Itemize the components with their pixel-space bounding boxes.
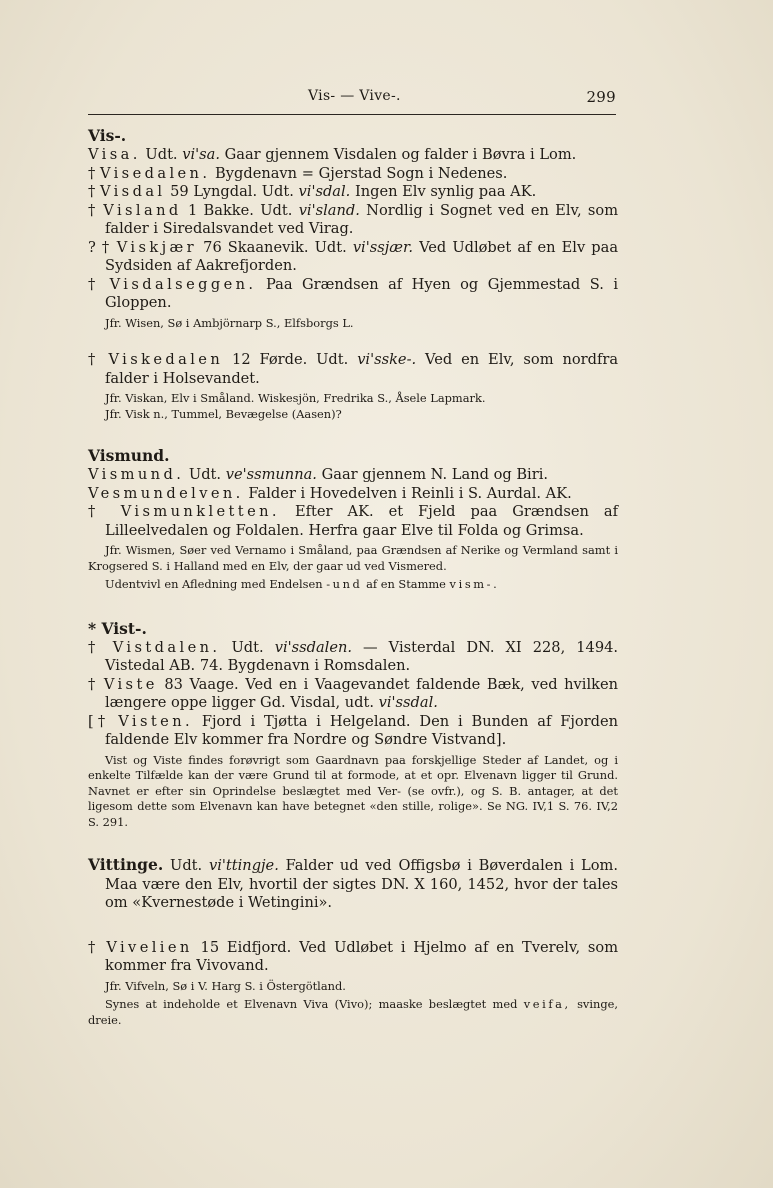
section-vittinge [88,856,618,913]
pronunciation: vi'ttingje. [208,857,279,874]
headword: Vismunkletten. [120,503,280,520]
entry-vesmundelven: Vesmundelven. Falder i Hovedelven i Reinli i S. Aurdal. AK. [88,484,572,502]
running-title: Vis- — Vive-. [308,88,401,104]
entry-vismund: Vismund. Udt. ve'ssmunna. Gaar gjennem N. Land og Biri. [88,466,549,483]
pronunciation: vi'sske-. [357,351,417,368]
note: Synes at indeholde et Elvenavn Viva (Vivo); maaske beslægtet med veifa, svinge, dreie. [88,997,618,1027]
obsolete-mark: † [88,638,102,656]
section-vivelien [88,939,618,1029]
headword: Visland [103,201,182,219]
obsolete-mark: † [88,164,96,182]
entry-viskjaer: ? † Viskjær 76 Skaanevik. Udt. vi'ssjær. Ved Udløbet af en Elv paa Sydsiden af Aakrefjorden. [88,238,619,274]
note: Jfr. Viskan, Elv i Småland. Wiskesjön, Fredrika S., Åsele Lapmark. [105,391,486,405]
obsolete-mark: † [88,201,97,219]
page-number: 299 [586,88,616,106]
pronunciation: ve'ssmunna. [225,466,317,483]
obsolete-mark: † [88,351,100,368]
pronunciation: vi'sdal. [298,183,351,200]
section-heading: Vismund. [88,446,170,465]
headword: Viskedalen [108,351,224,368]
section-vis [88,126,618,422]
obsolete-mark: ? † [88,238,111,256]
headword: Viskjær [116,238,198,256]
headword: Visdal [99,183,166,200]
entry-viskedalen: † Viskedalen 12 Førde. Udt. vi'sske-. Ved en Elv, som nordfra falder i Holsevandet. [88,351,619,387]
headword: Visedalen. [99,164,211,182]
note: Vist og Viste findes forøvrigt som Gaardnavn paa forskjellige Steder af Landet, og i enkelte Tilfælde kan der være Grund til at formode, at et opr. Elvenavn ligger til Grund. Navnet er efter sin Oprindelse beslægtet med Ver- (se ovfr.), og S. B. antager, at det ligesom dette som Elvenavn kan have betegnet «den stille, rolige». Se NG. IV,1 S. 76. IV,2 S. 291. [88,752,618,829]
entry-visten: [† Visten. Fjord i Tjøtta i Helgeland. Den i Bunden af Fjorden faldende Elv kommer fra Nordre og Søndre Vistvand]. [88,712,618,748]
header-rule [88,114,616,115]
headword: Viste [103,675,158,693]
entry-vistdalen: † Vistdalen. Udt. vi'ssdalen. — Visterdal DN. XI 228, 1494. Vistedal AB. 74. Bygdenavn i Romsdalen. [88,638,619,674]
section-heading: Vis-. [88,126,127,145]
entry-vittinge: Vittinge. Udt. vi'ttingje. Falder ud ved Offigsbø i Bøverdalen i Lom. Maa være den Elv, hvortil der sigtes DN. X 160, 1452, hvor der tales om «Kvernestøde i Wetingini». [88,855,618,911]
headword: Vesmundelven. [88,484,244,502]
pronunciation: vi'ssdalen. [274,638,352,656]
headword: Visa. [88,146,141,163]
entry-visdal: † Visdal 59 Lyngdal. Udt. vi'sdal. Ingen Elv synlig paa AK. [88,183,537,200]
note: Jfr. Wisen, Sø i Ambjörnarp S., Elfsborgs L. [105,315,354,330]
section-heading: Vittinge. [88,855,164,874]
entry-visland: † Visland 1 Bakke. Udt. vi'sland. Nordlig i Sognet ved en Elv, som falder i Siredalsvandet ved Virag. [88,201,619,237]
pronunciation: vi'sland. [298,201,360,219]
entry-vivelien: † Vivelien 15 Eidfjord. Ved Udløbet i Hjelmo af en Tverelv, som kommer fra Vivovand. [88,938,619,974]
note: Jfr. Visk n., Tummel, Bevægelse (Aasen)? [105,406,342,421]
note: Jfr. Wismen, Søer ved Vernamo i Småland, paa Grændsen af Nerike og Vermland samt i Krogsered S. i Halland med en Elv, der gaar ud ved Vismered. [88,543,618,573]
note: Jfr. Vifveln, Sø i V. Harg S. i Östergötland. [105,978,346,993]
pronunciation: vi'sa. [182,146,220,163]
obsolete-mark: † [88,275,101,293]
entry-visdalseggen: † Visdalseggen. Paa Grændsen af Hyen og Gjemmestad S. i Gloppen. [88,275,619,311]
headword: Vivelien [106,938,193,956]
headword: Vismund. [88,466,185,483]
obsolete-mark: † [88,503,106,520]
section-heading: * Vist-. [88,618,147,638]
dictionary-body [88,126,618,1028]
headword: Visten. [118,712,194,730]
running-header [88,88,616,108]
headword: Visdalseggen. [109,275,257,293]
entry-visedalen: † Visedalen. Bygdenavn = Gjerstad Sogn i Nedenes. [88,164,508,182]
entry-visa: Visa. Udt. vi'sa. Gaar gjennem Visdalen og falder i Bøvra i Lom. [88,146,577,163]
entry-vismunkletten: † Vismunkletten. Efter AK. et Fjeld paa Grændsen af Lilleelvedalen og Foldalen. Herfra gaar Elve til Folda og Grimsa. [88,503,619,539]
obsolete-mark: † [88,183,96,200]
pronunciation: vi'ssdal. [378,694,438,711]
headword: Vistdalen. [112,638,221,656]
obsolete-mark: [† [88,712,110,730]
note: Udentvivl en Afledning med Endelsen -und af en Stamme vism-. [105,577,500,591]
obsolete-mark: † [88,938,99,956]
entry-viste: † Viste 83 Vaage. Ved en i Vaagevandet faldende Bæk, ved hvilken længere oppe ligger Gd. Visdal, udt. vi'ssdal. [88,675,619,711]
obsolete-mark: † [88,675,98,693]
section-vismund [88,446,618,593]
pronunciation: vi'ssjær. [352,238,413,256]
section-vist [88,619,618,831]
